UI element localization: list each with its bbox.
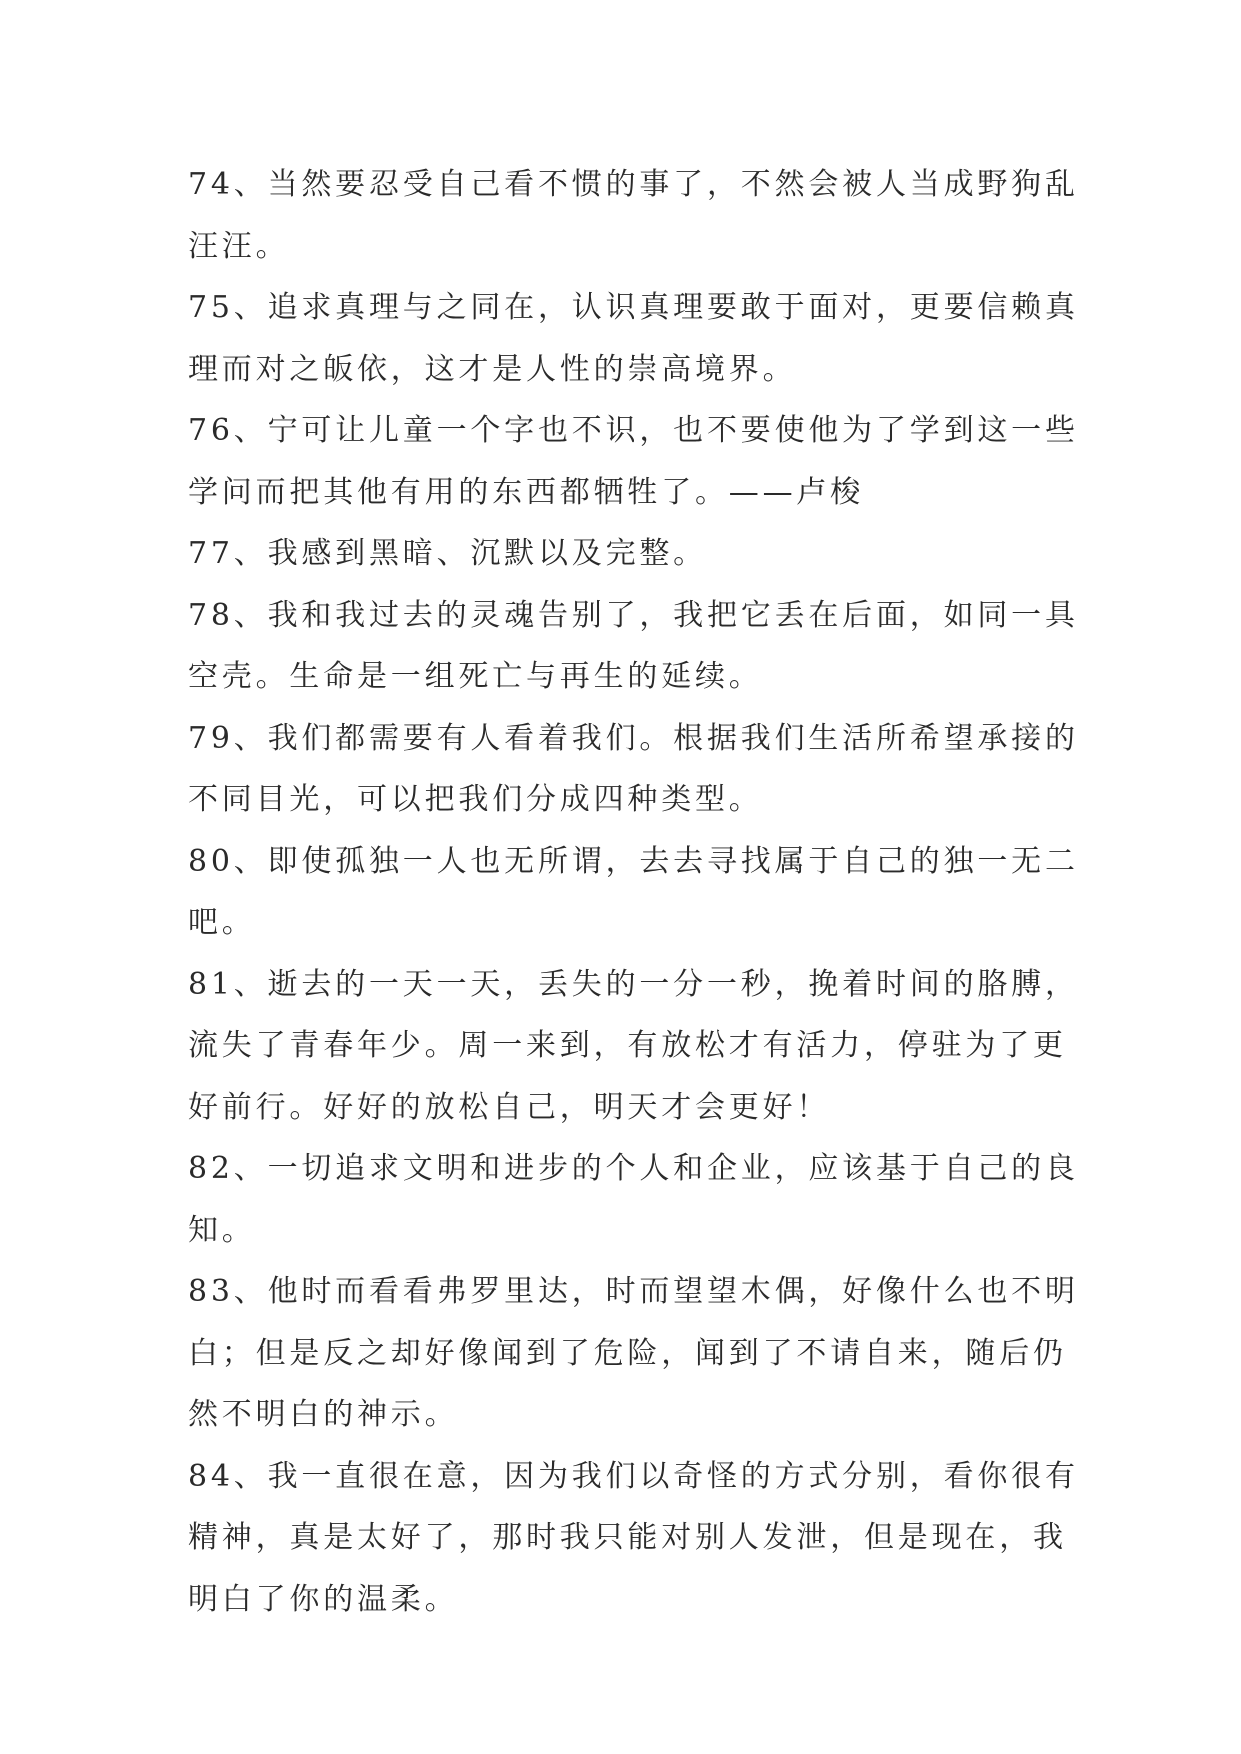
text-line: 78、我和我过去的灵魂告别了，我把它丢在后面，如同一具 [188, 597, 1079, 633]
text-line: 79、我们都需要有人看着我们。根据我们生活所希望承接的 [188, 720, 1079, 756]
text-line: 75、追求真理与之同在，认识真理要敢于面对，更要信赖真 [188, 290, 1079, 325]
text-line: 白；但是反之却好像闻到了危险，闻到了不请自来，随后仍 [188, 1335, 1067, 1371]
text-line: 76、宁可让儿童一个字也不识，也不要使他为了学到这一些 [188, 413, 1079, 448]
text-line: 流失了青春年少。周一来到，有放松才有活力，停驻为了更 [188, 1028, 1067, 1063]
text-line: 81、逝去的一天一天，丢失的一分一秒，挽着时间的胳膊， [188, 966, 1079, 1002]
text-line: 精神，真是太好了，那时我只能对别人发泄，但是现在，我 [188, 1520, 1067, 1555]
text-line: 82、一切追求文明和进步的个人和企业，应该基于自己的良 [188, 1151, 1079, 1186]
text-line: 然不明白的神示。 [188, 1397, 459, 1432]
text-line: 不同目光，可以把我们分成四种类型。 [188, 782, 763, 817]
text-line: 理而对之皈依，这才是人性的崇高境界。 [188, 351, 797, 387]
text-line: 80、即使孤独一人也无所谓，去去寻找属于自己的独一无二 [188, 843, 1079, 879]
text-line: 77、我感到黑暗、沉默以及完整。 [188, 536, 707, 571]
text-line: 74、当然要忍受自己看不惯的事了，不然会被人当成野狗乱 [188, 167, 1079, 202]
text-line: 空壳。生命是一组死亡与再生的延续。 [188, 659, 763, 694]
text-line: 学问而把其他有用的东西都牺牲了。——卢梭 [188, 474, 864, 510]
text-line: 84、我一直很在意，因为我们以奇怪的方式分别，看你很有 [188, 1458, 1079, 1494]
text-line: 吧。 [188, 905, 256, 940]
text-line: 知。 [188, 1212, 256, 1248]
text-line: 83、他时而看看弗罗里达，时而望望木偶，好像什么也不明 [188, 1274, 1079, 1309]
text-line: 好前行。好好的放松自己，明天才会更好！ [188, 1089, 831, 1125]
text-line: 汪汪。 [188, 228, 290, 264]
quote-list [188, 154, 1079, 1630]
text-line: 明白了你的温柔。 [188, 1581, 459, 1617]
